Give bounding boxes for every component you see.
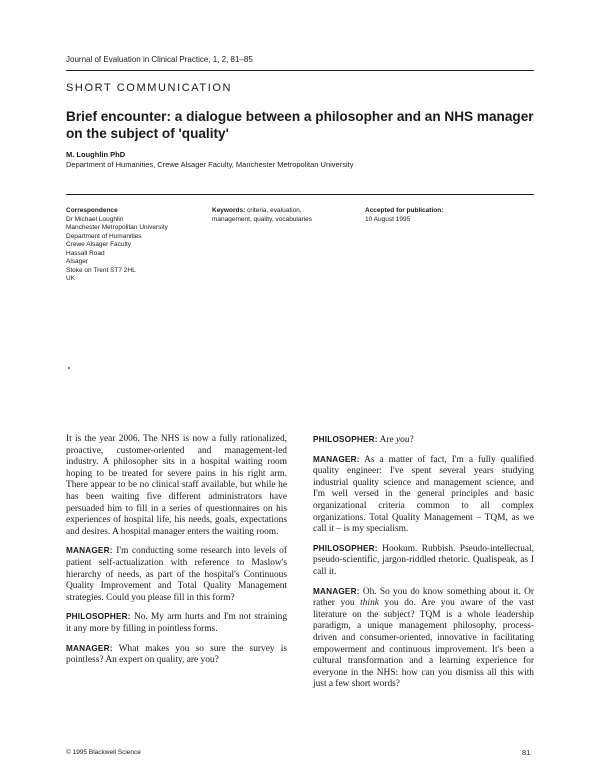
body-column-left — [66, 434, 287, 674]
emphasis-text: think — [360, 598, 379, 609]
dialogue-text: you do. Are you aware of the vast literature on the subject? TQM is a whole leadership paradigm, a unique management philosophy, process-driven and consumer-oriented, innovative in facilitating empowerment and continuous improvement. It's been a cultural transformation and a learning experience for everyone in the NHS: how can you dismiss all this with just a few short words? — [313, 598, 535, 690]
dialogue-text: ? — [409, 435, 414, 445]
correspondence-line: Manchester Metropolitan University — [66, 224, 168, 231]
dialogue-turn — [66, 643, 287, 667]
keywords-label: Keywords: — [212, 207, 246, 214]
speaker-label: PHILOSOPHER: — [313, 543, 378, 553]
correspondence-line: Hassall Road — [66, 249, 105, 257]
header-rule — [66, 194, 534, 195]
body-column-right — [313, 434, 534, 698]
author-name: M. Loughlin PhD — [66, 150, 126, 159]
correspondence-line: Alsager — [66, 258, 89, 265]
dialogue-text: Are — [379, 435, 396, 445]
dialogue-turn — [313, 434, 534, 447]
dialogue-turn — [66, 545, 287, 604]
correspondence-line: Stoke on Trent ST7 2HL — [66, 266, 136, 274]
dialogue-turn — [313, 543, 534, 579]
keywords-block — [212, 207, 342, 224]
speaker-label: MANAGER: — [66, 643, 113, 653]
correspondence-label: Correspondence — [66, 207, 118, 214]
speaker-label: PHILOSOPHER: — [66, 612, 131, 622]
speaker-label: MANAGER: — [313, 586, 360, 596]
emphasis-text: you — [395, 435, 410, 445]
page-number: 81 — [522, 748, 531, 757]
journal-citation: Journal of Evaluation in Clinical Practice, 1, 2, 81–85 — [66, 55, 253, 64]
intro-paragraph: It is the year 2006. The NHS is now a fully rationalized, proactive, customer-oriented and management-led industry. A philosopher sits in a hospital waiting room hoping to be treated for severe pains in his right arm. There appear to be no clinical staff available, but while he has been waiting five different administrators have persuaded him to fill in a series of questionnaires on his experiences of hospital life, his needs, goals, expectations and desires. A hospital manager enters the waiting room. — [66, 434, 287, 537]
speaker-label: MANAGER: — [66, 546, 113, 556]
dialogue-text: Hookum. Rubbish. Pseudo-intellectual, pseudo-scientific, jargon-riddled rhetoric. Qualispeak, as I call it. — [313, 543, 534, 577]
accepted-label: Accepted for publication: — [365, 207, 444, 214]
stray-dot — [68, 367, 70, 369]
dialogue-turn — [313, 586, 534, 691]
speaker-label: MANAGER: — [313, 454, 360, 464]
accepted-block — [365, 207, 515, 224]
dialogue-text: Oh. So you do know something about it. Or rather you — [313, 586, 535, 609]
accepted-date: 10 August 1995 — [365, 215, 411, 223]
correspondence-block — [66, 207, 196, 284]
keywords-text: criteria, evaluation, management, quality, vocabularies — [212, 207, 312, 223]
dialogue-turn — [66, 611, 287, 635]
top-rule — [66, 70, 534, 71]
dialogue-turn — [313, 454, 534, 536]
correspondence-line: Dr Michael Loughlin — [66, 215, 124, 223]
correspondence-line: Crewe Alsager Faculty — [66, 241, 132, 248]
correspondence-line: Department of Humanities — [66, 232, 142, 240]
copyright-notice: © 1995 Blackwell Science — [66, 749, 141, 756]
author-affiliation: Department of Humanities, Crewe Alsager Faculty, Manchester Metropolitan University — [66, 160, 354, 169]
article-title: Brief encounter: a dialogue between a philosopher and an NHS manager on the subject of 'quality' — [66, 109, 534, 141]
section-label: SHORT COMMUNICATION — [66, 82, 233, 94]
speaker-label: PHILOSOPHER: — [313, 435, 378, 444]
dialogue-text: As a matter of fact, I'm a fully qualified quality engineer: I've spent several years studying industrial quality science and management science, and I'm well versed in the general principles and basic organizational criteria common to all complex organizations. Total Quality Management – TQM, as we call it – is my specialism. — [313, 454, 534, 535]
correspondence-line: UK — [66, 275, 76, 282]
dialogue-text: No. My arm hurts and I'm not straining it any more by filling in pointless forms. — [66, 612, 288, 634]
dialogue-text: What makes you so sure the survey is pointless? An expert on quality, are you? — [66, 643, 287, 666]
dialogue-text: I'm conducting some research into levels of patient self-actualization with reference to Maslow's hierarchy of needs, as part of the hospital's Continuous Quality Improvement and Total Quality Management strategies. Could you please fill in this form? — [66, 546, 287, 603]
